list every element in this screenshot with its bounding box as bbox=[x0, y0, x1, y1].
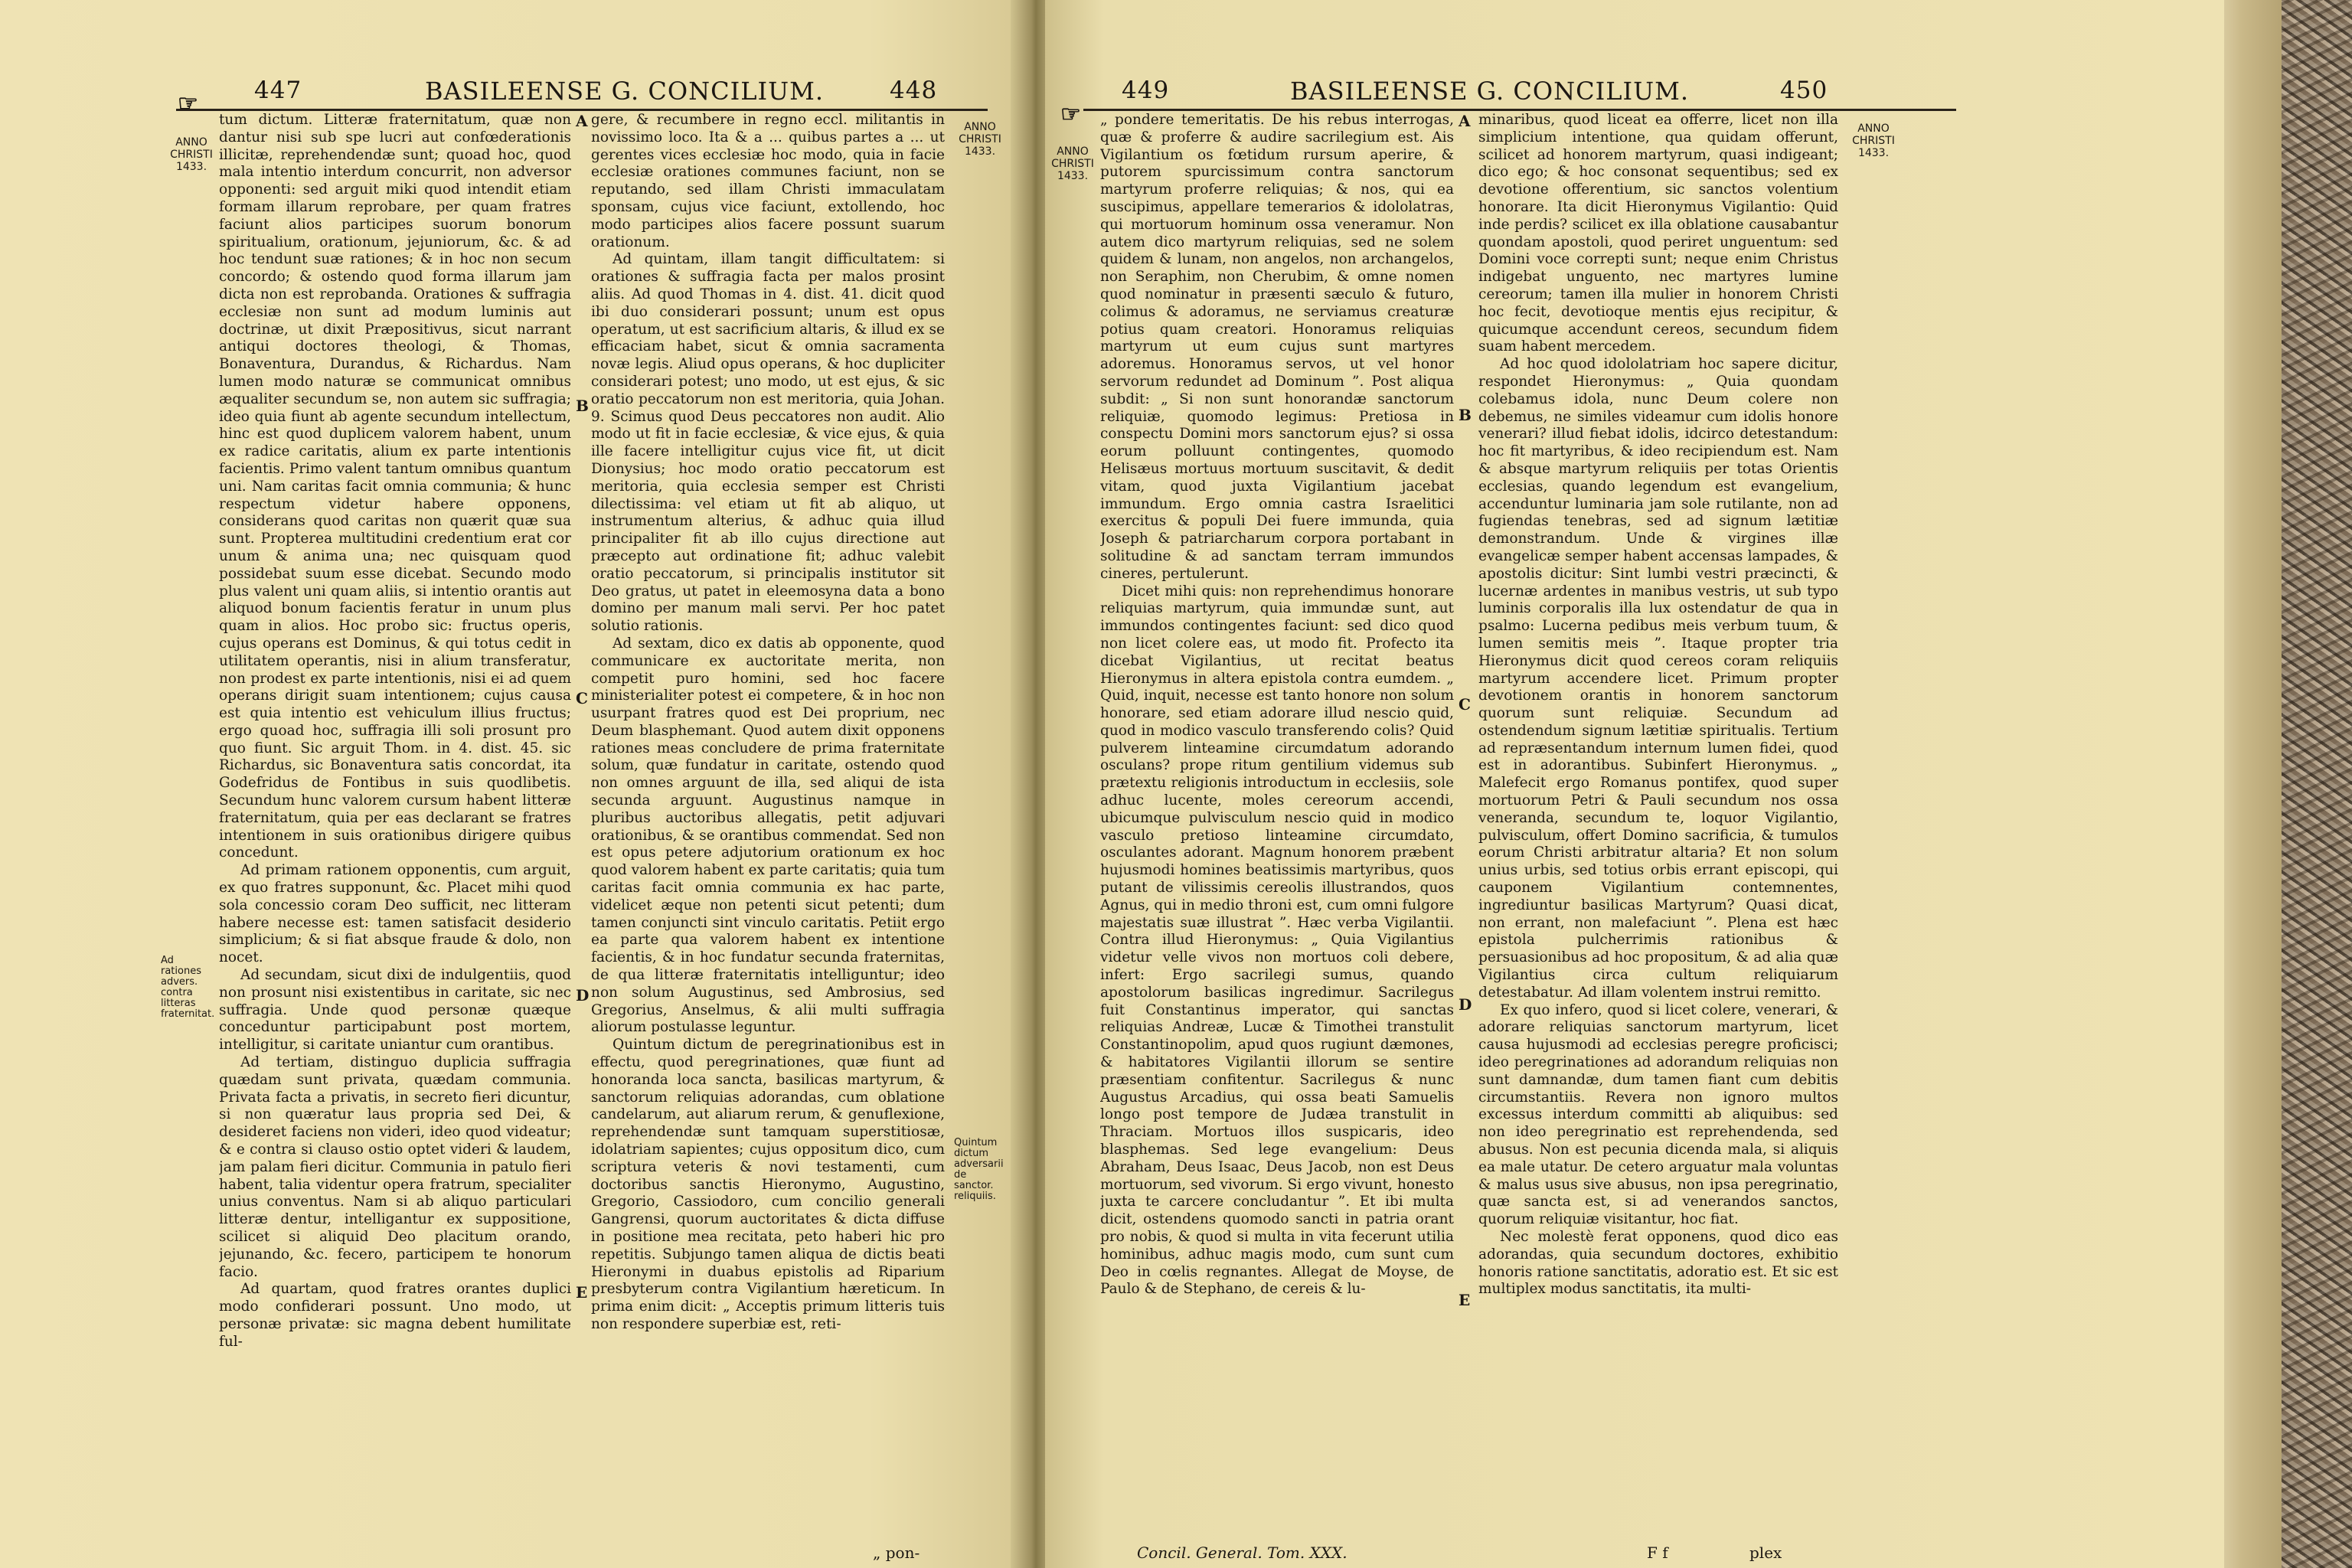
page-number: 449 bbox=[1122, 77, 1170, 104]
margin-note: Ad rationes advers. contra litteras fraternitat. bbox=[161, 955, 215, 1020]
year-label: 1433. bbox=[175, 161, 207, 173]
page-number: 448 bbox=[890, 77, 938, 104]
section-letter: A bbox=[1459, 112, 1471, 130]
book-cover-edge bbox=[2216, 0, 2282, 1568]
year-label: 1433. bbox=[1057, 170, 1089, 182]
signature-mark: F f bbox=[1647, 1544, 1668, 1562]
section-letter: A bbox=[576, 112, 588, 130]
anno-label: ANNO bbox=[1057, 145, 1089, 158]
paragraph: Dicet mihi quis: non reprehendimus honorare reliquias martyrum, quia immundæ sunt, aut immundos contingentes faciunt: sed dico quod non licet colere eas, ut modo fit. Profecto ita dicebat Vigilantius, ut recitat beatus Hieronymus in altera epistola contra eumdem. „ Quid, inquit, necesse est tanto honore non solum honorare, sed etiam adorare illud nescio quid, quod in modico vasculo transferendo colis? Quid pulverem linteamine circumdatum adorando osculans? prope ritum gentilium videmus sub prætextu religionis introductum in ecclesiis, sole adhuc lucente, moles cereorum accendi, ubicumque pulvisculum nescio quid in modico vasculo pretioso linteamine circumdato, osculantes adorant. Magnum honorem præbent hujusmodi homines beatissimis martyribus, quos putant de vilissimis cereolis illustrandos, quos Agnus, qui in medio throni est, cum omni fulgore majestatis suæ illustrat ”. Hæc verba Vigilantii. Contra illud Hieronymus: „ Quia Vigilantius videtur velle vivos non mortuos coli debere, infert: Ergo sacrilegi sumus, quando apostolorum basilicas ingredimur. Sacrilegus fuit Constantinus imperator, qui sanctas reliquias Andreæ, Lucæ & Timothei transtulit Constantinopolim, apud quos rugiunt dæmones, & habitatores Vigilantii illorum se sentire præsentiam confitentur. Sacrilegus & nunc Augustus Arcadius, qui ossa beati Samuelis longo post tempore de Judæa transtulit in Thraciam. Mortuos illos suspicaris, ideo blasphemas. Sed lege evangelium: Deus Abraham, Deus Isaac, Deus Jacob, non est Deus mortuorum, sed vivorum. Si ergo vivunt, honesto juxta te carcere concludantur ”. Et ibi multa dicit, ostendens quomodo sancti in patria orant pro nobis, & quod si multa in vita fecerunt utilia hominibus, adhuc magis modo, cum sunt cum Deo in cœlis regnantes. Allegat de Moyse, de Paulo & de Stephano, de cereis & lu- bbox=[1100, 583, 1454, 1298]
right-page bbox=[1045, 0, 2224, 1568]
section-letter: C bbox=[576, 689, 588, 707]
paragraph: Ad primam rationem opponentis, cum arguit, ex quo fratres supponunt, &c. Placet mihi quod sola concessio coram Deo sufficit, nec litteram habere necesse est: tamen satisfacit desiderio simplicium; & si fiat absque fraude & dolo, non nocet. bbox=[219, 862, 571, 966]
catchword: „ pon- bbox=[873, 1544, 920, 1562]
christi-label: CHRISTI bbox=[959, 133, 1001, 145]
catchword: plex bbox=[1749, 1544, 1782, 1562]
paragraph: Ad tertiam, distinguo duplicia suffragia quædam sunt privata, quædam communia. Privata facta a privatis, in secreto fieri dicuntur, si non quæratur laus propria sed Dei, & desideret faciens non videri, ideo quod videatur; & e contra si clauso ostio optet videri & laudem, jam palam fieri dicitur. Communia in patulo fieri habent, talia videntur opera fratrum, specialiter unius conventus. Nam si ab aliquo particulari litteræ dentur, intelligantur ex suppositione, scilicet si aliquid Deo placitum orando, jejunando, &c. fecero, participem te honorum facio. bbox=[219, 1054, 571, 1280]
running-title: BASILEENSE G. CONCILIUM. bbox=[425, 77, 825, 106]
anno-label: ANNO bbox=[964, 121, 996, 133]
paragraph: minaribus, quod liceat ea offerre, licet non illa simplicium intentione, qua quidam offerunt, scilicet ad honorem martyrum, quasi indigeant; dico ego; & hoc consonat sequentibus; sed ex devotione offerentium, sic sanctos volentium honorare. Ita dicit Hieronymus Vigilantio: Quid inde perdis? scilicet ex illa oblatione causabantur quondam apostoli, quod periret unguentum: sed Domini voce correpti sunt; neque enim Christus indigebat unguento, nec martyres lumine cereorum; tamen illa mulier in honorem Christi hoc fecit, devotioque mentis ejus recipitur, & quicumque accendunt cereos, secundum fidem suam habent mercedem. bbox=[1478, 112, 1838, 355]
paragraph: Ad hoc quod idololatriam hoc sapere dicitur, respondet Hieronymus: „ Quia quondam colebamus idola, nunc Deum colere non debemus, ne similes videamur cum idolis honore venerari? illud fiebat idolis, idcirco detestandum: hoc fit martyribus, & ideo recipiendum est. Nam & absque martyrum reliquiis per totas Orientis ecclesias, quando legendum est evangelium, accenduntur luminaria jam sole rutilante, non ad fugiendas tenebras, sed ad signum lætitiæ demonstrandum. Unde & virgines illæ evangelicæ semper habent accensas lampades, & apostolis dicitur: Sint lumbi vestri præcincti, & lucernæ ardentes in manibus vestris, ut sub typo luminis corporalis illa lux ostendatur de qua in psalmo: Lucerna pedibus meis verbum tuum, & lumen semitis meis ”. Itaque propter tria Hieronymus dicit quod cereos coram reliquiis martyrum accendere licet. Primum propter devotionem orantis in honorem sanctorum quorum sunt reliquiæ. Secundum ad ostendendum signum lætitiæ spiritualis. Tertium ad repræsentandum internum lumen fidei, quod est in adorantibus. Subinfert Hieronymus. „ Malefecit ergo Romanus pontifex, quod super mortuorum Petri & Pauli secundum nos ossa veneranda, secundum te, loquor Vigilantio, pulvisculum, offert Domino sacrificia, & tumulos eorum Christi arbitratur altaria? Et non solum unius urbis, sed totius orbis errant episcopi, qui cauponem Vigilantium contemnentes, ingrediuntur basilicas Martyrum? Quasi dicat, non errant, non malefaciunt ”. Plena est hæc epistola pulcherrimis rationibus & persuasionibus ad hoc propositum, & ad alia quæ Vigilantius circa cultum reliquiarum detestabatur. Ad illam volentem instrui remitto. bbox=[1478, 356, 1838, 1001]
anno-label: ANNO bbox=[175, 136, 207, 149]
year-note bbox=[956, 121, 1004, 158]
section-letter: D bbox=[576, 986, 590, 1004]
header-rule bbox=[1083, 109, 1956, 111]
page-number: 450 bbox=[1780, 77, 1828, 104]
section-letter: C bbox=[1459, 695, 1471, 714]
paragraph: Ad quartam, quod fratres orantes duplici modo confiderari possunt. Uno modo, ut personæ privatæ: sic magna debent humilitate ful- bbox=[219, 1281, 571, 1350]
pointing-hand-icon: ☞ bbox=[178, 90, 198, 117]
running-title: BASILEENSE G. CONCILIUM. bbox=[1290, 77, 1690, 106]
paragraph: gere, & recumbere in regno eccl. militantis in novissimo loco. Ita & a ... quibus partes a ... ut gerentes vices ecclesiæ hoc modo, quia in facie ecclesiæ orationes communes faciunt, non se reputando, sed illam Christi immaculatam sponsam, cujus vice faciunt, extollendo, hoc modo participes alios facere possunt suarum orationum. bbox=[591, 112, 945, 250]
margin-note: Quintum dictum adversarii de sanctor. reliquiis. bbox=[954, 1137, 1004, 1202]
paragraph: tum dictum. Litteræ fraternitatum, quæ non dantur nisi sub spe lucri aut confœderationis illicitæ, reprehendendæ sunt; quoad hoc, quod mala intentio interdum concurrit, non adversor opponenti: sed arguit miki quod intendit etiam formam illarum reprobare, per quam fratres faciunt alios participes suorum bonorum spiritualium, orationum, jejuniorum, &c. & ad hoc tendunt suæ rationes; & in hoc non secum concordo; & ostendo quod forma illarum jam dicta non est reprobanda. Orationes & suffragia ecclesiæ non sunt ad modum luminis aut doctrinæ, ut dixit Præpositivus, sicut narrant antiqui doctores theologi, & Thomas, Bonaventura, Durandus, & Richardus. Nam lumen modo naturæ se communicat omnibus æqualiter secundum se, non autem sic suffragia; ideo quia fiunt ab agente secundum intellectum, hinc est quod duplicem valorem habent, unum ex radice caritatis, alium ex parte intentionis facientis. Primo valent tantum omnibus quantum uni. Nam caritas facit omnia communia; & hunc respectum videtur habere opponens, considerans quod caritas non quærit quæ sua sunt. Propterea multitudini credentium erat cor unum & anima una; nec quisquam quod possidebat suum esse dicebat. Secundo modo plus valent uni quam aliis, si intentio orantis aut aliquod bonum facientis feratur in unum plus quam in alios. Hoc probo sic: fructus operis, cujus operans est Dominus, & qui totus cedit in utilitatem operantis, nisi in alium transferatur, non prodest ex parte intentionis, nisi ei ad quem operans dirigit suam intentionem; cujus causa est quia intentio est vehiculum illius fructus; ergo quoad hoc, suffragia illi soli prosunt pro quo fiunt. Sic arguit Thom. in 4. dist. 45. sic Richardus, sic Bonaventura satis concordat, ita Godefridus de Fontibus in suis quodlibetis. Secundum hunc valorem cursum habent litteræ fraternitatum, quia per eas declarant se fratres intentionem in suis orationibus dirigere quibus concedunt. bbox=[219, 112, 571, 861]
paragraph: Ad quintam, illam tangit difficultatem: si orationes & suffragia facta per malos prosint aliis. Ad quod Thomas in 4. dist. 41. dicit quod ibi duo considerari possunt; unum est opus operatum, ut est sacrificium altaris, & illud ex se efficaciam habet, sicut & omnia sacramenta novæ legis. Aliud opus operans, & hoc dupliciter considerari potest; uno modo, ut est ejus, & sic oratio peccatorum non est meritoria, quia Johan. 9. Scimus quod Deus peccatores non audit. Alio modo ut fit in facie ecclesiæ, & vice ejus, & quia ille facere intelligitur cujus vice fit, ut dicit Dionysius; hoc modo oratio peccatorum est meritoria, quia ecclesia semper est Christi dilectissima: vel etiam ut fit ab aliquo, ut instrumentum alterius, & adhuc quia illud principaliter fit ab illo cujus directione aut præcepto aut ordinatione fit; adhuc valebit oratio peccatorum, si principalis institutor sit Deo gratus, ut patet in eleemosyna data a bono domino per manum mali servi. Per hoc patet solutio rationis. bbox=[591, 251, 945, 635]
footer-volume: Concil. General. Tom. XXX. bbox=[1137, 1544, 1348, 1562]
paragraph: Quintum dictum de peregrinationibus est in effectu, quod peregrinationes, quæ fiunt ad honoranda loca sancta, basilicas martyrum, & sanctorum reliquias adorandas, cum oblatione candelarum, aut aliarum rerum, & genuflexione, reprehendendæ sunt tamquam superstitiosæ, idolatriam sapientes; cujus oppositum dico, cum scriptura veteris & novi testamenti, cum doctoribus sanctis Hieronymo, Augustino, Gregorio, Cassiodoro, cum concilio generali Gangrensi, quorum auctoritates & dicta diffuse in positione mea recitata, peto haberi hic pro repetitis. Subjungo tamen aliqua de dictis beati Hieronymi in duabus epistolis ad Riparium presbyterum contra Vigilantium hæreticum. In prima enim dicit: „ Acceptis primum litteris tuis non respondere superbiæ est, reti- bbox=[591, 1037, 945, 1332]
section-letter: B bbox=[576, 397, 589, 415]
year-note bbox=[167, 136, 216, 173]
paragraph: Ex quo infero, quod si licet colere, venerari, & adorare reliquias sanctorum martyrum, licet causa hujusmodi ad ecclesias peregre proficisci; ideo peregrinationes ad adorandum reliquias non sunt damnandæ, dum tamen fiant cum debitis circumstantiis. Revera non ignoro multos excessus interdum committi ab aliquibus: sed non ideo peregrinatio est reprehendenda, sed abusus. Non est pecunia dicenda mala, si aliquis ea male utatur. De cetero arguatur mala voluntas & malus usus sive abusus, non ipsa peregrinatio, quæ sancta est, si ad venerandos sanctos, quorum reliquiæ visitantur, hoc fiat. bbox=[1478, 1001, 1838, 1228]
left-page bbox=[0, 0, 1022, 1568]
christi-label: CHRISTI bbox=[1051, 158, 1094, 170]
carpet-background bbox=[2278, 0, 2352, 1568]
paragraph: Nec molestè ferat opponens, quod dico eas adorandas, quia secundum doctores, exhibitio honoris ratione sanctitatis, adoratio est. Et sic est multiplex modus sanctitatis, ita multi- bbox=[1478, 1229, 1838, 1298]
page-number: 447 bbox=[254, 77, 302, 104]
year-note bbox=[1048, 145, 1097, 182]
text-column-2 bbox=[591, 112, 945, 1536]
text-column-2 bbox=[1478, 112, 1838, 1536]
text-column-1 bbox=[1100, 112, 1454, 1536]
paragraph: Ad secundam, sicut dixi de indulgentiis, quod non prosunt nisi existentibus in caritate, sic nec suffragia. Unde quod personæ quæque conceduntur participabunt post mortem, intelligitur, si caritate uniantur cum orantibus. bbox=[219, 967, 571, 1054]
year-note bbox=[1849, 122, 1898, 159]
paragraph: Ad sextam, dico ex datis ab opponente, quod communicare ex auctoritate merita, non competit puro homini, sed hoc facere ministerialiter potest ei competere, & in hoc non usurpant fratres quod est Dei proprium, nec Deum blasphemant. Quod autem dixit opponens rationes meas concludere de prima fraternitate solum, quæ fundatur in caritate, ostendo quod non omnes arguunt de illa, sed aliqui de ista secunda arguunt. Augustinus namque in pluribus auctoribus allegatis, petit adjuvari orationibus, & se orantibus commendat. Sed non est opus petere adjutorium orationum ex hoc quod valorem habent ex parte caritatis; quia tum caritas facit omnia communia ex hac parte, videlicet æque non petenti sicut petenti; dum tamen conjuncti sint vinculo caritatis. Petiit ergo ea parte qua valorem habent ex intentione facientis, & in hoc fundatur secunda fraternitas, de qua litteræ fraternitatis intelliguntur; ideo non solum Augustinus, sed Ambrosius, sed Gregorius, Anselmus, & alii multi suffragia aliorum postulasse leguntur. bbox=[591, 635, 945, 1036]
year-label: 1433. bbox=[964, 145, 996, 158]
text-column-1 bbox=[219, 112, 571, 1536]
section-letter: E bbox=[1459, 1291, 1471, 1309]
section-letter: E bbox=[576, 1283, 588, 1302]
section-letter: D bbox=[1459, 995, 1472, 1014]
anno-label: ANNO bbox=[1857, 122, 1890, 135]
christi-label: CHRISTI bbox=[1852, 135, 1895, 147]
paragraph: „ pondere temeritatis. De his rebus interrogas, quæ & proferre & audire sacrilegium est. Ais Vigilantium os fœtidum rursum aperire, & putorem spurcissimum contra sanctorum martyrum proferre reliquias; & nos, qui ea suscipimus, appellare temerarios & idololatras, qui mortuorum hominum ossa veneramur. Non autem dico martyrum reliquias, sed ne solem quidem & lunam, non angelos, non archangelos, non Seraphim, non Cherubim, & omne nomen quod nominatur in præsenti sæculo & futuro, colimus & adoramus, ne serviamus creaturæ potius quam creatori. Honoramus reliquias martyrum ut eum cujus sunt martyres adoremus. Honoramus servos, ut vel honor servorum redundet ad Dominum ”. Post aliqua subdit: „ Si non sunt honorandæ sanctorum reliquiæ, quomodo legimus: Pretiosa in conspectu Domini mors sanctorum ejus? si ossa eorum polluunt contingentes, quomodo Helisæus mortuus mortuum suscitavit, & dedit vitam, quod juxta Vigilantium jacebat immundum. Ergo omnia castra Israelitici exercitus & populi Dei fuere immunda, quia Joseph & patriarcharum corpora portabant in solitudine & ad sanctam terram immundos cineres, pertulerunt. bbox=[1100, 112, 1454, 582]
christi-label: CHRISTI bbox=[170, 149, 213, 161]
section-letter: B bbox=[1459, 406, 1472, 424]
pointing-hand-icon: ☞ bbox=[1060, 101, 1081, 128]
header-rule bbox=[176, 109, 988, 111]
year-label: 1433. bbox=[1857, 147, 1890, 159]
